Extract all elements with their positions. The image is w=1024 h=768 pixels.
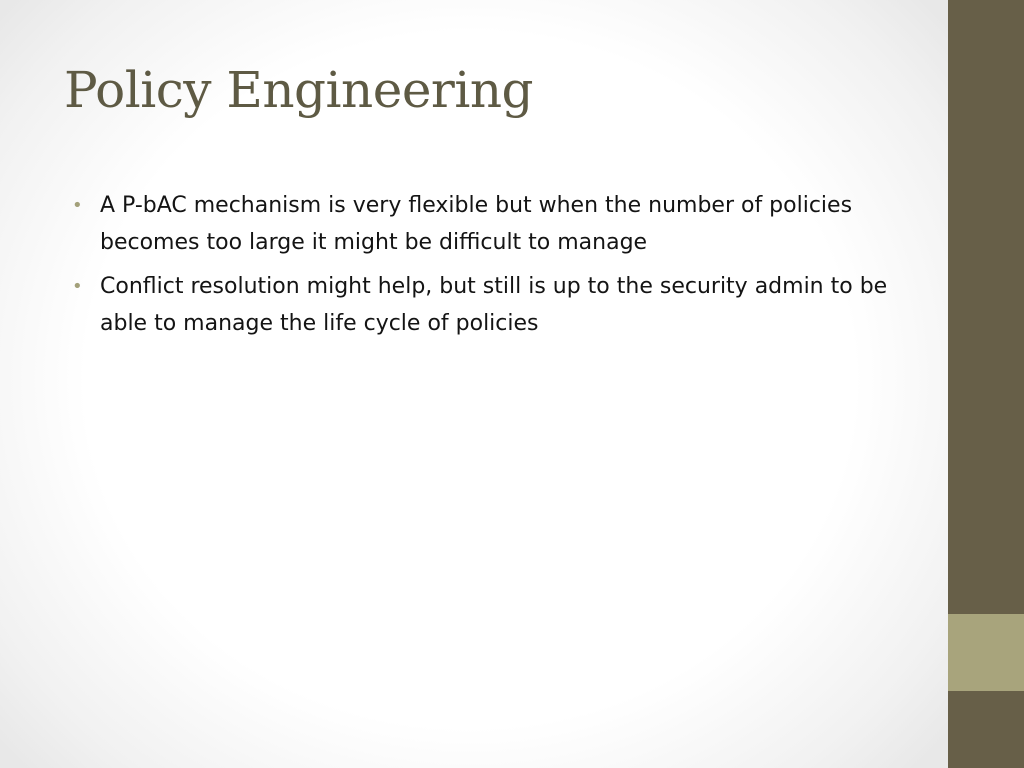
bullet-text: Conflict resolution might help, but still is up to the security admin to be able to manage the life cycle of policies bbox=[100, 274, 888, 336]
bullet-list bbox=[72, 187, 892, 349]
bullet-icon: • bbox=[72, 276, 83, 297]
bullet-text: A P-bAC mechanism is very flexible but when the number of policies becomes too large it might be difficult to manage bbox=[100, 193, 853, 255]
side-bar-accent-block bbox=[948, 614, 1024, 691]
slide-title: Policy Engineering bbox=[64, 61, 534, 119]
side-bar bbox=[948, 0, 1024, 768]
bullet-item bbox=[72, 268, 892, 342]
side-bar-bottom-block bbox=[948, 691, 1024, 768]
side-bar-top-block bbox=[948, 0, 1024, 614]
bullet-item bbox=[72, 187, 892, 261]
bullet-icon: • bbox=[72, 195, 83, 216]
